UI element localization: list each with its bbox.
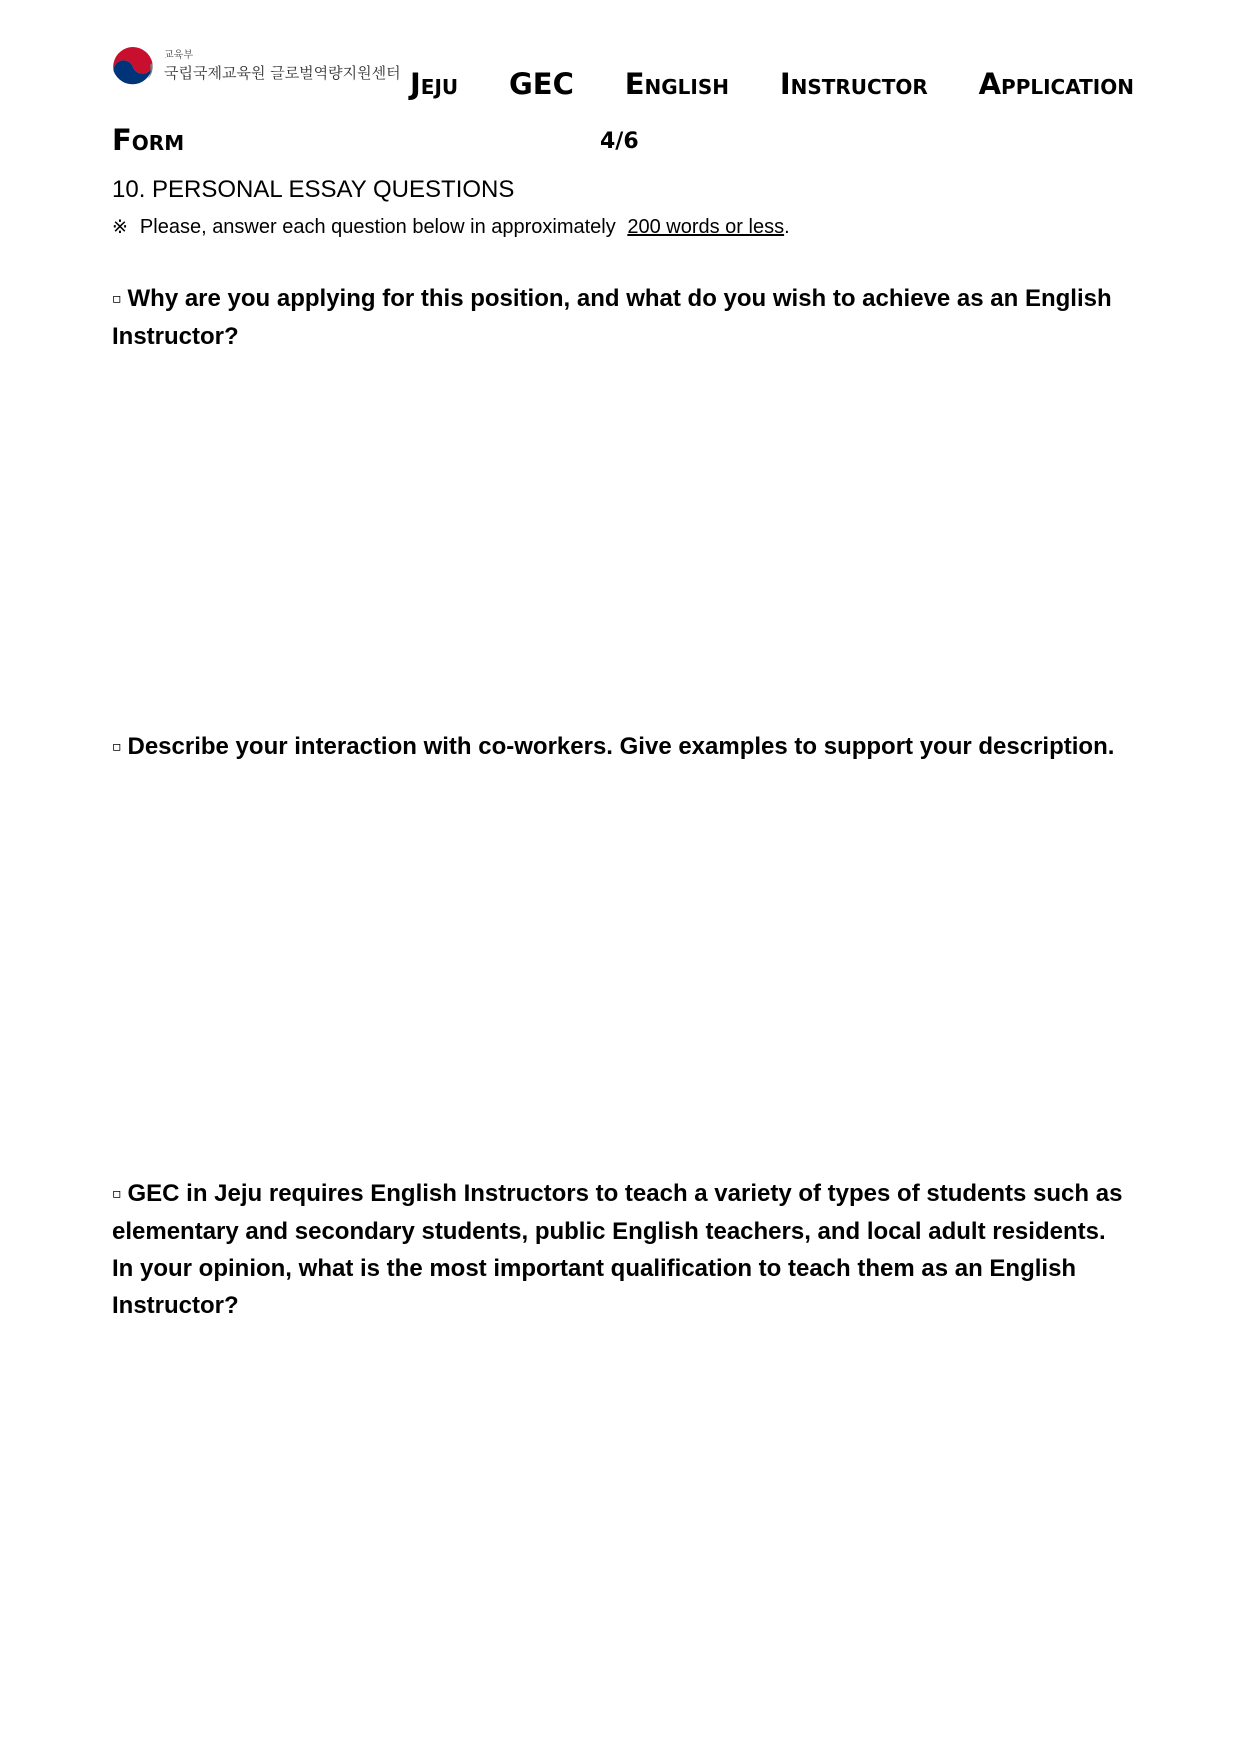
square-bullet-icon: ▫ [112, 291, 122, 307]
form-title-continued: Form [112, 123, 185, 157]
question-text: GEC in Jeju requires English Instructors to teach a variety of types of students such as elementary and secondary students, public English teachers, and local adult residents. In your opinion, what is the most important qualification to teach them as an English Instructor? [112, 1180, 1123, 1319]
title-word: Instructor [779, 67, 928, 101]
logo-organization-text: 국립국제교육원 글로벌역량지원센터 [164, 64, 401, 82]
instruction-end: . [784, 216, 790, 238]
instruction-text: Please, answer each question below in approximately [139, 216, 616, 238]
square-bullet-icon: ▫ [112, 1186, 122, 1202]
essay-question-1 [112, 280, 1132, 355]
instruction-note [112, 214, 790, 240]
square-bullet-icon: ▫ [112, 739, 122, 755]
organization-logo [112, 46, 402, 92]
form-title [410, 66, 1134, 102]
title-word: English [624, 67, 729, 101]
answer-area-3[interactable] [112, 1330, 1132, 1710]
section-heading: 10. PERSONAL ESSAY QUESTIONS [112, 176, 515, 203]
title-word: Application [978, 67, 1134, 101]
answer-area-2[interactable] [112, 808, 1132, 1158]
title-word: Jeju [410, 67, 459, 101]
taegeuk-logo-icon [112, 46, 154, 88]
word-limit: 200 words or less [627, 216, 785, 238]
answer-area-1[interactable] [112, 360, 1132, 710]
question-text: Why are you applying for this position, and what do you wish to achieve as an English Instructor? [112, 285, 1112, 350]
essay-question-2 [112, 728, 1132, 766]
title-word: GEC [508, 67, 574, 101]
question-text: Describe your interaction with co-workers. Give examples to support your description. [127, 733, 1115, 760]
page-number: 4/6 [600, 129, 639, 154]
essay-question-3 [112, 1175, 1132, 1324]
logo-ministry-text: 교육부 [164, 50, 193, 61]
reference-mark-icon: ※ [112, 216, 128, 238]
